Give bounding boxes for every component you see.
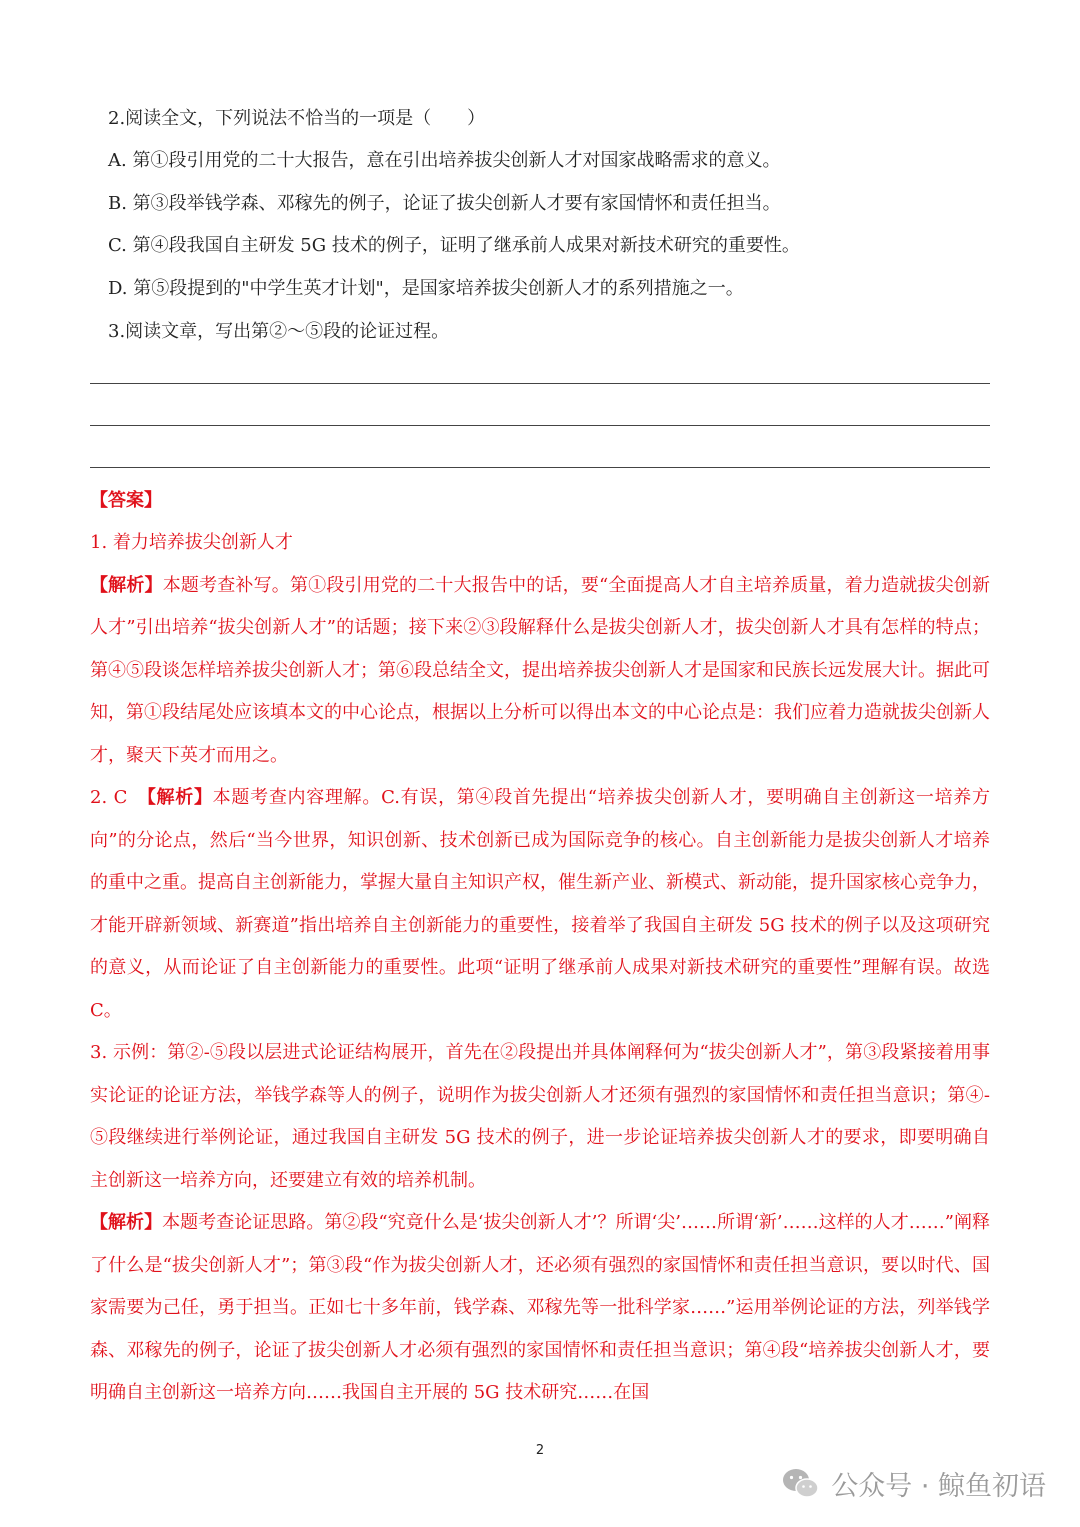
analysis-tag: 【解析】 xyxy=(90,1212,163,1233)
answer-1: 1. 着力培养拔尖创新人才 xyxy=(90,532,293,553)
analysis-tag: 【解析】 xyxy=(146,787,213,808)
answer-1-analysis xyxy=(90,565,990,778)
answer-line xyxy=(90,467,990,468)
question-2-option-d: D. 第⑤段提到的"中学生英才计划"，是国家培养拔尖创新人才的系列措施之一。 xyxy=(108,278,744,299)
question-2-option-c: C. 第④段我国自主研发 5G 技术的例子，证明了继承前人成果对新技术研究的重要性。 xyxy=(108,235,800,256)
analysis-tag: 【解析】 xyxy=(90,574,163,596)
answer-2-prefix: 2. C xyxy=(90,787,147,808)
analysis-text: 本题考查补写。第①段引用党的二十大报告中的话，要“全面提高人才自主培养质量，着力造就拔尖创新人才”引出培养“拔尖创新人才”的话题；接下来②③段解释什么是拔尖创新人才，拔尖创新人才具有怎样的特点；第④⑤段谈怎样培养拔尖创新人才；第⑥段总结全文，提出培养拔尖创新人才是国家和民族长远发展大计。据此可知，第①段结尾处应该填本文的中心论点，根据以上分析可以得出本文的中心论点是：我们应着力造就拔尖创新人才，聚天下英才而用之。 xyxy=(90,574,990,766)
answer-title: 【答案】 xyxy=(90,490,162,511)
watermark-text: 公众号 · 鲸鱼初语 xyxy=(831,1471,1046,1502)
watermark xyxy=(781,1464,1046,1503)
answer-body xyxy=(90,522,990,1415)
wechat-icon xyxy=(781,1467,821,1501)
analysis-text: 本题考查论证思路。第②段“究竟什么是‘拔尖创新人才’？所谓‘尖’……所谓‘新’……这样的人才……”阐释了什么是“拔尖创新人才”；第③段“作为拔尖创新人才，还必须有强烈的家国情怀和责任担当意识，要以时代、国家需要为己任，勇于担当。正如七十多年前，钱学森、邓稼先等一批科学家……”运用举例论证的方法，列举钱学森、邓稼先的例子，论证了拔尖创新人才必须有强烈的家国情怀和责任担当意识；第④段“培养拔尖创新人才，要明确自主创新这一培养方向……我国自主开展的 5G 技术研究……在国 xyxy=(90,1212,990,1403)
question-3-stem: 3.阅读文章，写出第②～⑤段的论证过程。 xyxy=(108,321,450,342)
question-2-stem: 2.阅读全文，下列说法不恰当的一项是（ ） xyxy=(108,108,486,129)
question-2-option-a: A. 第①段引用党的二十大报告，意在引出培养拔尖创新人才对国家战略需求的意义。 xyxy=(108,150,781,171)
analysis-text: 本题考查内容理解。C.有误，第④段首先提出“培养拔尖创新人才，要明确自主创新这一培养方向”的分论点，然后“当今世界，知识创新、技术创新已成为国际竞争的核心。自主创新能力是拔尖创新人才培养的重中之重。提高自主创新能力，掌握大量自主知识产权，催生新产业、新模式、新动能，提升国家核心竞争力，才能开辟新领域、新赛道”指出培养自主创新能力的重要性，接着举了我国自主研发 5G 技术的例子以及这项研究的意义，从而论证了自主创新能力的重要性。此项“证明了继承前人成果对新技术研究的重要性”理解有误。故选 C。 xyxy=(90,787,990,1021)
answer-3: 3. 示例：第②-⑤段以层进式论证结构展开，首先在②段提出并具体阐释何为“拔尖创新人才”，第③段紧接着用事实论证的论证方法，举钱学森等人的例子，说明作为拔尖创新人才还须有强烈的家国情怀和责任担当意识；第④-⑤段继续进行举例论证，通过我国自主研发 5G 技术的例子，进一步论证培养拔尖创新人才的要求，即要明确自主创新这一培养方向，还要建立有效的培养机制。 xyxy=(90,1042,990,1191)
answer-3-analysis xyxy=(90,1202,990,1415)
question-2-option-b: B. 第③段举钱学森、邓稼先的例子，论证了拔尖创新人才要有家国情怀和责任担当。 xyxy=(108,193,781,214)
answer-line xyxy=(90,383,990,384)
answer-line xyxy=(90,425,990,426)
page-number: 2 xyxy=(535,1443,545,1458)
answer-2 xyxy=(90,777,990,1032)
